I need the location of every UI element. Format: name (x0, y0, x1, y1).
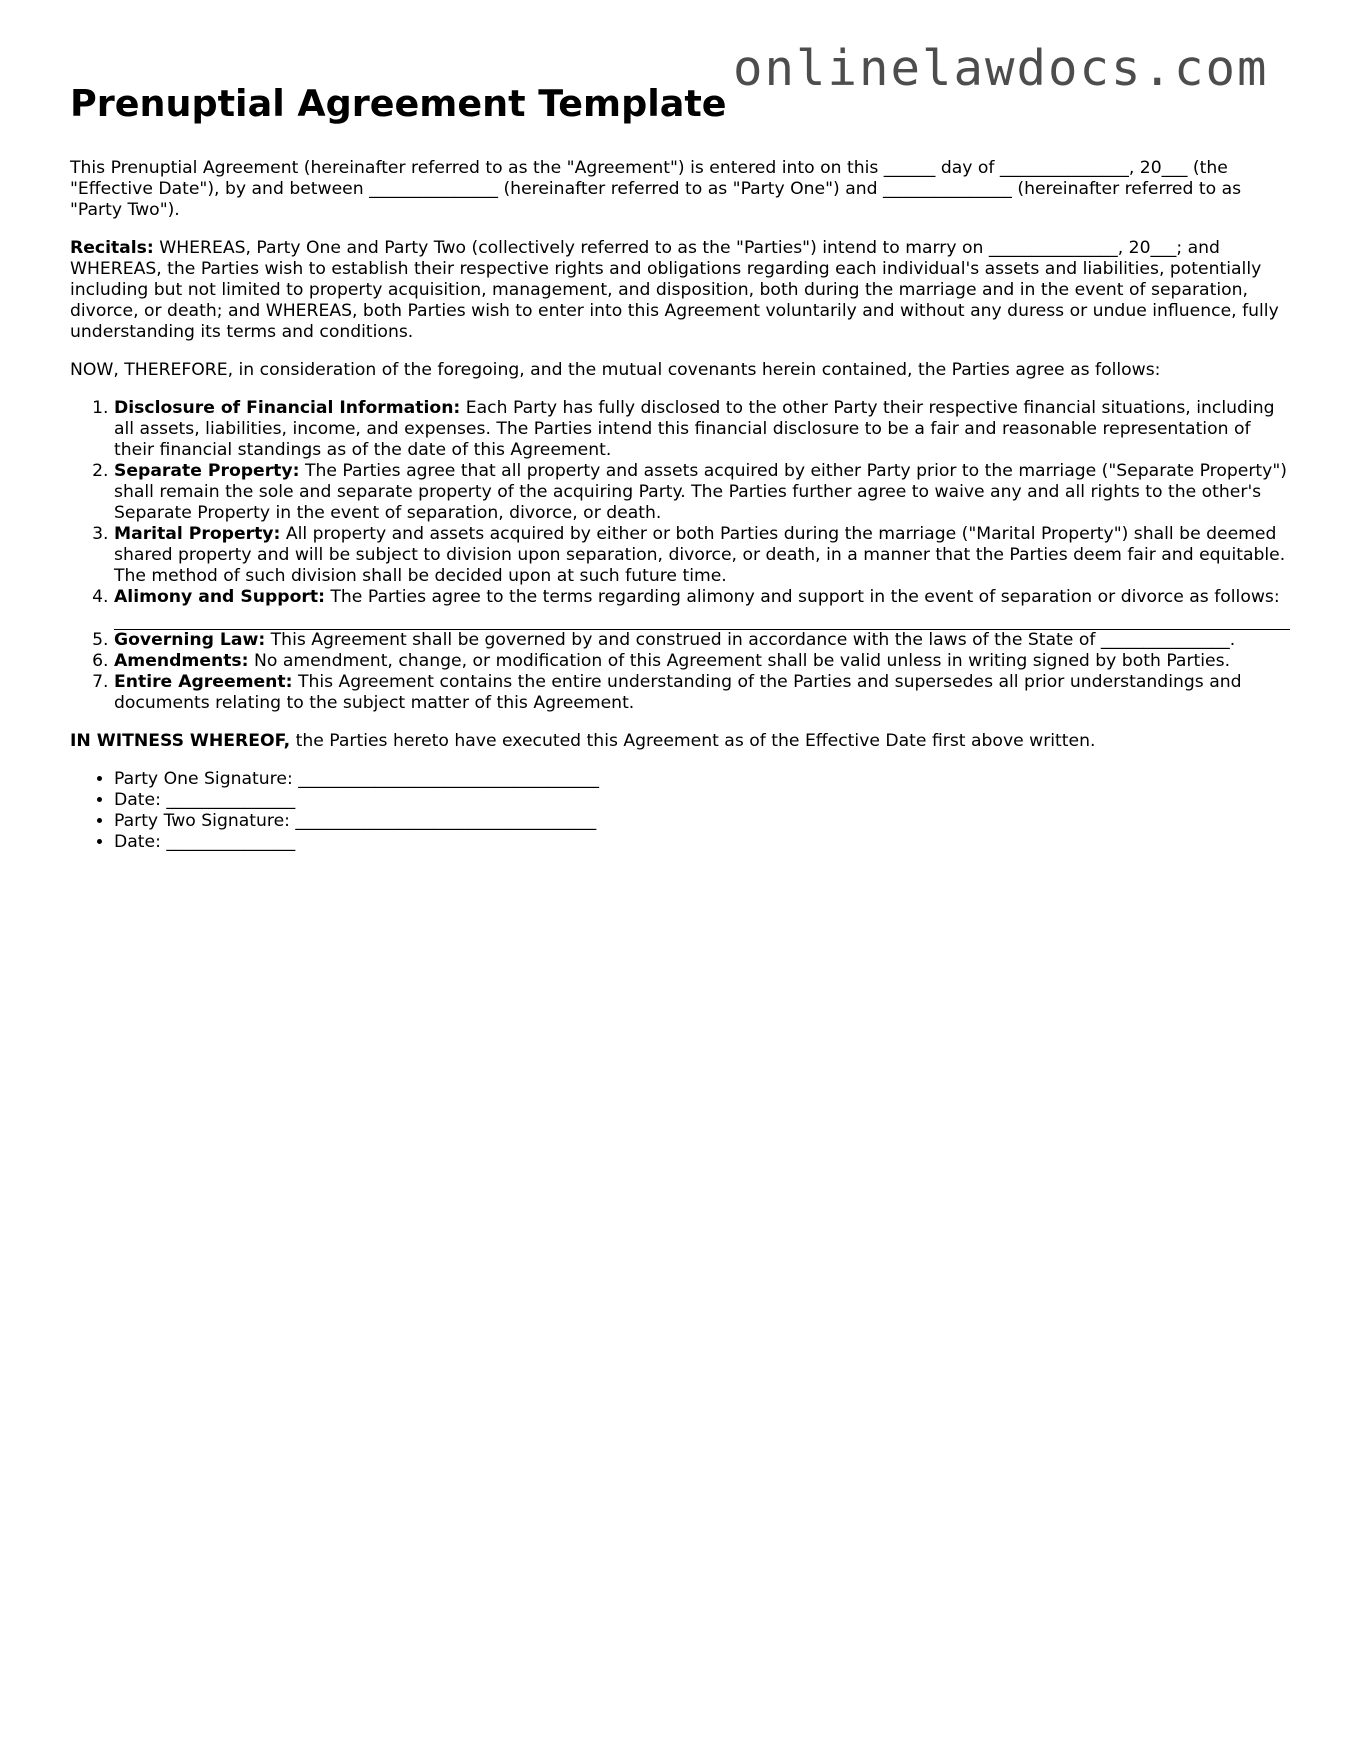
page-title: Prenuptial Agreement Template (70, 82, 727, 125)
party-two-date-line: • Date: _______________ (114, 832, 1292, 853)
clause-heading: Entire Agreement: (114, 672, 293, 692)
clause-amendments (114, 651, 1292, 672)
alimony-blank-line (114, 608, 1290, 630)
clause-text: No amendment, change, or modification of this Agreement shall be valid unless in writing signed by both Parties. (248, 651, 1231, 671)
party-one-date-line: • Date: _______________ (114, 790, 1292, 811)
clause-heading: Alimony and Support: (114, 587, 325, 607)
clause-heading: Marital Property: (114, 524, 281, 544)
party-two-signature-line: • Party Two Signature: ___________________________________ (114, 811, 1292, 832)
document (70, 80, 1292, 853)
clause-text: This Agreement shall be governed by and construed in accordance with the laws of the State of _______________. (265, 630, 1236, 650)
clause-separate-property (114, 461, 1292, 524)
clause-text: The Parties agree that all property and assets acquired by either Party prior to the marriage ("Separate Property") shall remain the sole and separate property of the acquiring Party. The Parties further agree to waive any and all rights to the other's Separate Property in the event of separation, divorce, or death. (114, 461, 1287, 523)
clause-disclosure (114, 398, 1292, 461)
clause-heading: Separate Property: (114, 461, 300, 481)
party-one-signature-line: • Party One Signature: ___________________________________ (114, 769, 1292, 790)
recitals-label: Recitals: (70, 238, 154, 258)
clause-heading: Disclosure of Financial Information: (114, 398, 461, 418)
clause-text: This Agreement contains the entire understanding of the Parties and supersedes all prior understandings and documents relating to the subject matter of this Agreement. (114, 672, 1242, 713)
now-therefore-paragraph: NOW, THEREFORE, in consideration of the foregoing, and the mutual covenants herein contained, the Parties agree as follows: (70, 360, 1161, 380)
clause-marital-property (114, 524, 1292, 587)
clause-text: Each Party has fully disclosed to the other Party their respective financial situations, including all assets, liabilities, income, and expenses. The Parties intend this financial disclosure to be a fair and reasonable representation of their financial standings as of the date of this Agreement. (114, 398, 1275, 460)
recitals-text: WHEREAS, Party One and Party Two (collectively referred to as the "Parties") intend to marry on _______________, 20___; and WHEREAS, the Parties wish to establish their respective rights and obligations regarding each individual's assets and liabilities, potentially including but not limited to property acquisition, management, and disposition, both during the marriage and in the event of separation, divorce, or death; and WHEREAS, both Parties wish to enter into this Agreement voluntarily and without any duress or undue influence, fully understanding its terms and conditions. (70, 238, 1279, 342)
witness-paragraph (70, 731, 1292, 752)
clause-list (70, 398, 1292, 714)
signature-list (70, 769, 1292, 853)
clause-text: All property and assets acquired by either or both Parties during the marriage ("Marital Property") shall be deemed shared property and will be subject to division upon separation, divorce, or death, in a manner that the Parties deem fair and equitable. The method of such division shall be decided upon at such future time. (114, 524, 1286, 586)
clause-governing-law (114, 630, 1292, 651)
recitals-paragraph (70, 238, 1292, 343)
clause-entire-agreement (114, 672, 1292, 714)
witness-label: IN WITNESS WHEREOF, (70, 731, 291, 751)
clause-alimony (114, 587, 1292, 630)
watermark: onlinelawdocs.com (733, 40, 1269, 97)
clause-heading: Amendments: (114, 651, 249, 671)
clause-heading: Governing Law: (114, 630, 266, 650)
intro-paragraph: This Prenuptial Agreement (hereinafter referred to as the "Agreement") is entered into on this ______ day of _______________, 20___ (the "Effective Date"), by and between _______________ (hereinafter referred to as "Party One") and _______________ (hereinafter referred to as "Party Two"). (70, 158, 1242, 220)
clause-text: The Parties agree to the terms regarding alimony and support in the event of separation or divorce as follows: (324, 587, 1280, 607)
witness-text: the Parties hereto have executed this Agreement as of the Effective Date first above written. (290, 731, 1096, 751)
